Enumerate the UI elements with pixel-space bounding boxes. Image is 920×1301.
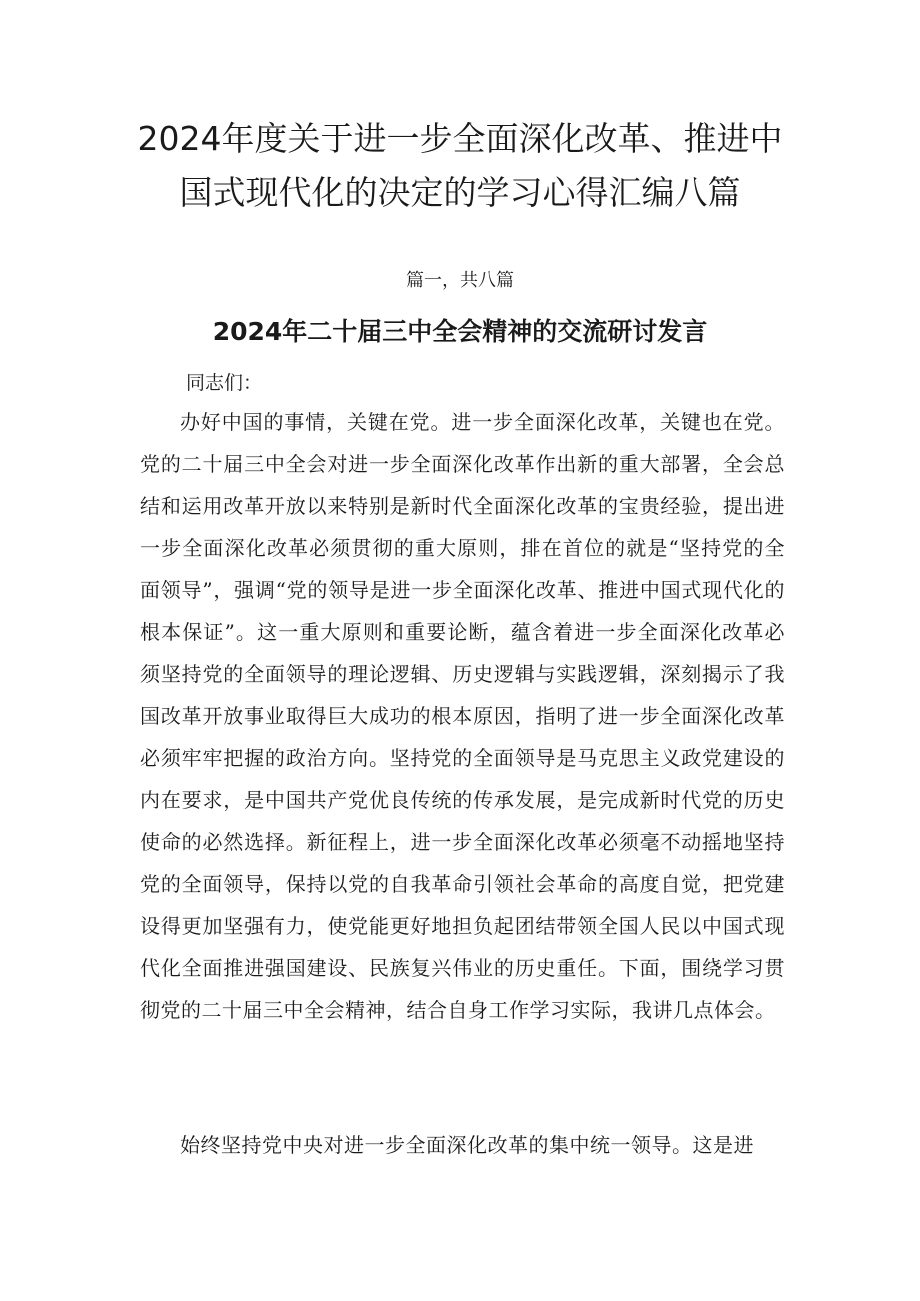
section-title: 2024年二十届三中全会精神的交流研讨发言 (212, 317, 708, 346)
document-title-line-1: 2024年度关于进一步全面深化改革、推进中 (137, 119, 783, 158)
salutation: 同志们： (186, 372, 263, 394)
document-title (100, 112, 820, 220)
body-paragraph-1: 办好中国的事情，关键在党。进一步全面深化改革，关键也在党。党的二十届三中全会对进一步全面深化改革作出新的重大部署，全会总结和运用改革开放以来特别是新时代全面深化改革的宝贵经验，提出进一步全面深化改革必须贯彻的重大原则，排在首位的就是“坚持党的全面领导”，强调“党的领导是进一步全面深化改革、推进中国式现代化的根本保证”。这一重大原则和重要论断，蕴含着进一步全面深化改革必须坚持党的全面领导的理论逻辑、历史逻辑与实践逻辑，深刻揭示了我国改革开放事业取得巨大成功的根本原因，指明了进一步全面深化改革必须牢牢把握的政治方向。坚持党的全面领导是马克思主义政党建设的内在要求，是中国共产党优良传统的传承发展，是完成新时代党的历史使命的必然选择。新征程上，进一步全面深化改革必须毫不动摇地坚持党的全面领导，保持以党的自我革命引领社会革命的高度自觉，把党建设得更加坚强有力，使党能更好地担负起团结带领全国人民以中国式现代化全面推进强国建设、民族复兴伟业的历史重任。下面，围绕学习贯彻党的二十届三中全会精神，结合自身工作学习实际，我讲几点体会。 (140, 410, 785, 1022)
part-label: 篇一，共八篇 (406, 270, 514, 291)
body-paragraph-2: 始终坚持党中央对进一步全面深化改革的集中统一领导。这是进 (180, 1133, 754, 1157)
document-title-line-2: 国式现代化的决定的学习心得汇编八篇 (179, 173, 741, 212)
